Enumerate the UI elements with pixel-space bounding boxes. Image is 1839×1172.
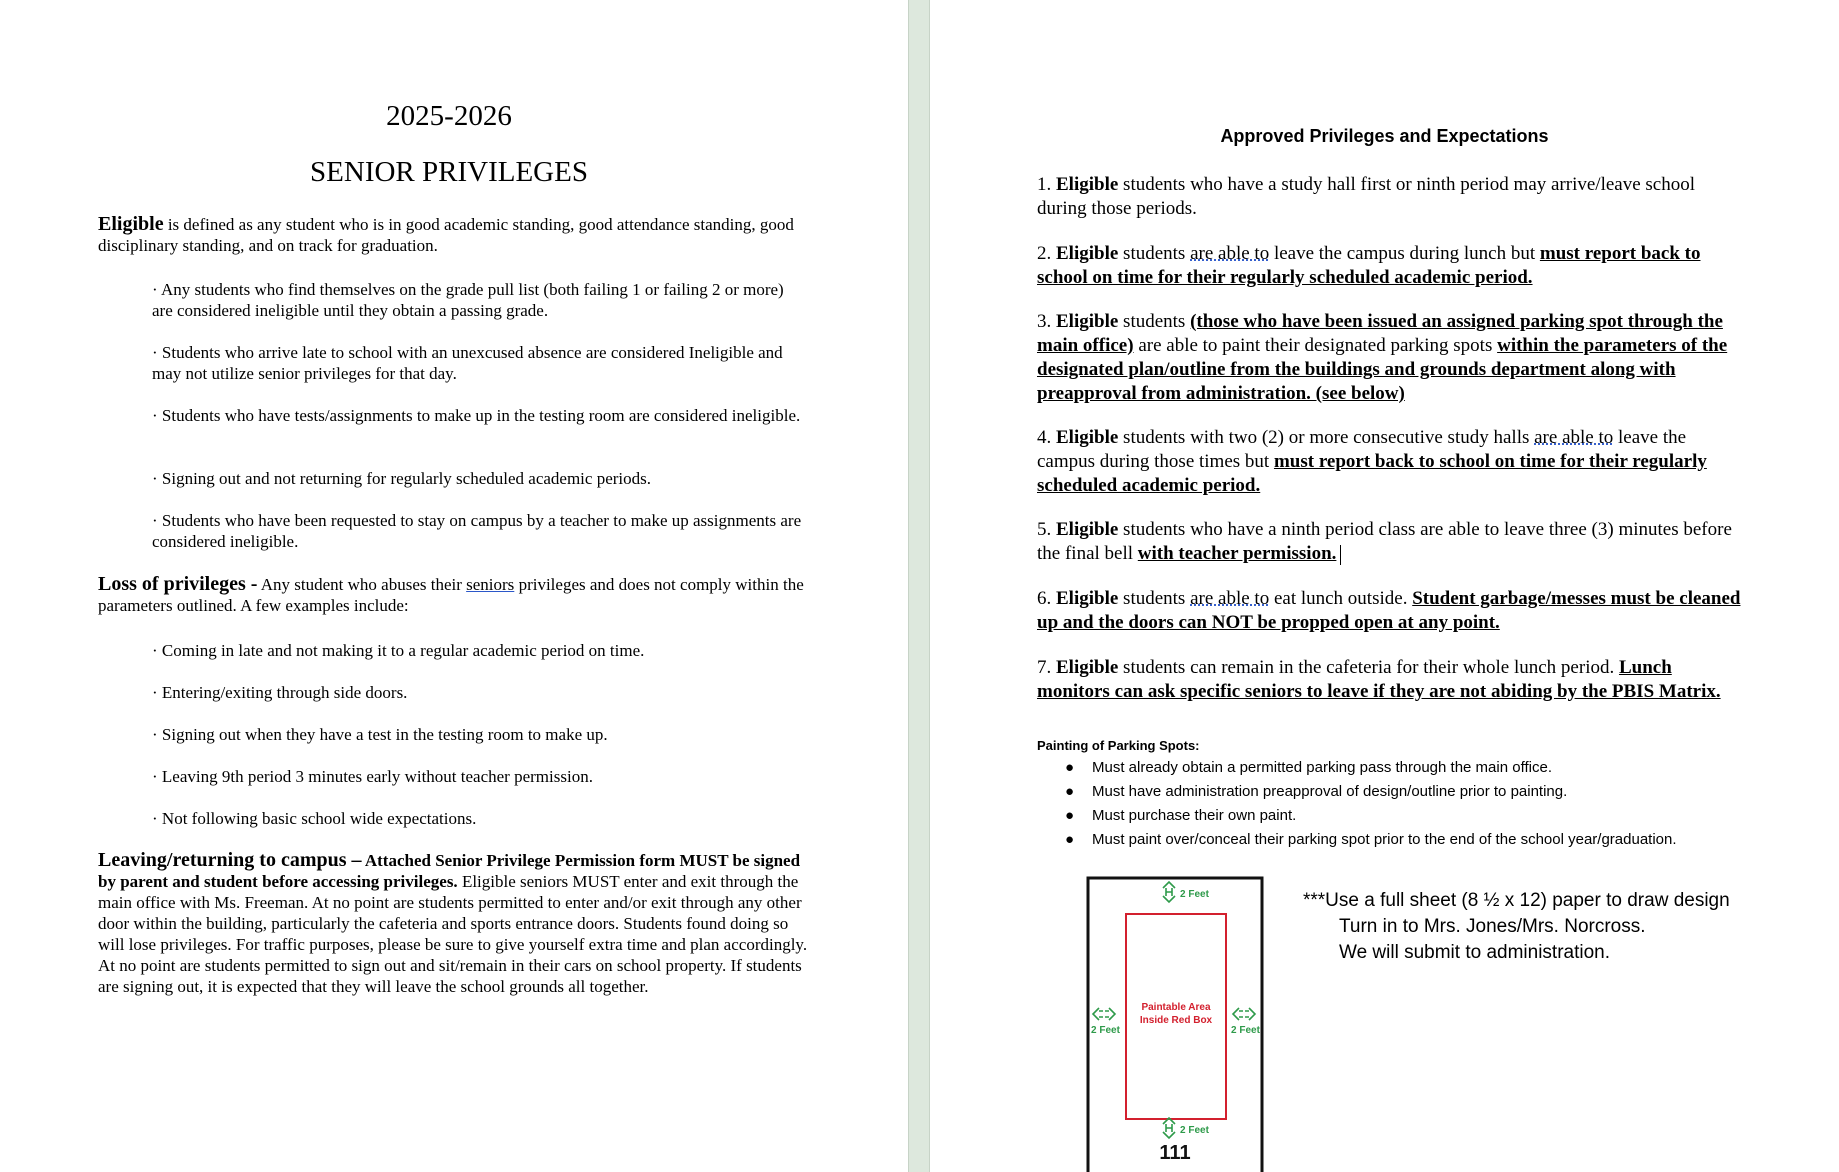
right-feet-label: 2 Feet: [1231, 1025, 1260, 1036]
loss-bullet: · Entering/exiting through side doors.: [152, 683, 408, 702]
left-page: [0, 0, 908, 1172]
top-feet-label: 2 Feet: [1180, 889, 1209, 900]
painting-list: [1037, 756, 1757, 852]
leaving-bold: Attached Senior Privilege Permission form MUST be signed by parent and student before accessing privileges.: [98, 851, 801, 891]
bottom-feet-label: 2 Feet: [1180, 1125, 1209, 1136]
design-note: [1303, 888, 1730, 966]
eligible-bullet: · Students who have been requested to stay on campus by a teacher to make up assignments are considered ineligible.: [152, 511, 802, 551]
painting-heading: Painting of Parking Spots:: [1037, 738, 1200, 753]
leaving-returning-campus: [98, 850, 808, 997]
list-item: ● Must already obtain a permitted parking pass through the main office.: [1065, 759, 1552, 776]
list-item: ● Must paint over/conceal their parking spot prior to the end of the school year/graduation.: [1065, 831, 1677, 848]
note-line: We will submit to administration.: [1339, 942, 1611, 963]
eligible-bullet: · Students who arrive late to school with an unexcused absence are considered Ineligible and may not utilize senior privileges for that day.: [152, 343, 783, 383]
loss-of-privileges: [98, 574, 808, 616]
eligible-definition: [98, 214, 808, 256]
document-title: SENIOR PRIVILEGES: [310, 156, 588, 188]
loss-lead: Loss of privileges -: [98, 573, 258, 595]
privilege-item-2: 2. Eligible students are able to leave the campus during lunch but must report back to school on time for their regularly scheduled academic period.: [1037, 243, 1701, 288]
note-line: Turn in to Mrs. Jones/Mrs. Norcross.: [1339, 916, 1646, 937]
note-line: ***Use a full sheet (8 ½ x 12) paper to draw design: [1303, 890, 1730, 911]
loss-bullet: · Coming in late and not making it to a regular academic period on time.: [152, 641, 645, 660]
loss-bullet: · Not following basic school wide expectations.: [152, 809, 477, 828]
loss-bullet: · Leaving 9th period 3 minutes early without teacher permission.: [152, 767, 593, 786]
eligible-bullet: · Students who have tests/assignments to make up in the testing room are considered ineligible.: [152, 406, 801, 425]
list-item: ● Must purchase their own paint.: [1065, 807, 1297, 824]
right-page: [930, 0, 1839, 1172]
loss-bullet: · Signing out when they have a test in the testing room to make up.: [152, 725, 608, 744]
approved-heading: Approved Privileges and Expectations: [1220, 126, 1549, 146]
loss-text-word: seniors: [466, 575, 515, 594]
privilege-item-6: 6. Eligible students are able to eat lunch outside. Student garbage/messes must be cleaned up and the doors can NOT be propped open at any point.: [1037, 588, 1741, 633]
leaving-text: Eligible seniors MUST enter and exit through the main office with Ms. Freeman. At no point are students permitted to enter and/or exit through any other door within the building, particularly the cafeteria and sports entrance doors. Students found doing so will lose privileges. For traffic purposes, please be sure to give yourself extra time and plan accordingly. At no point are students permitted to sign out and sit/remain in their cars on school property. If students are signing out, it is expected that they will leave the school grounds all together.: [98, 872, 808, 996]
spot-number: 111: [1159, 1142, 1191, 1164]
privilege-item-7: 7. Eligible students can remain in the cafeteria for their whole lunch period. Lunch monitors can ask specific seniors to leave if they are not abiding by the PBIS Matrix.: [1037, 657, 1721, 702]
leaving-lead: Leaving/returning to campus –: [98, 849, 362, 871]
parking-spot-diagram: [1085, 870, 1275, 1172]
page-gutter: [908, 0, 930, 1172]
eligible-bullet: · Signing out and not returning for regularly scheduled academic periods.: [152, 469, 651, 488]
privilege-item-4: 4. Eligible students with two (2) or more consecutive study halls are able to leave the campus during those times but must report back to school on time for their regularly scheduled academic period.: [1037, 427, 1707, 496]
text-cursor: [1340, 545, 1341, 565]
loss-text: Any student who abuses their: [257, 575, 467, 594]
loss-text: privileges and does not comply within the parameters outlined. A few examples include:: [98, 575, 804, 615]
privilege-item-3: 3. Eligible students (those who have been issued an assigned parking spot through the main office) are able to paint their designated parking spots within the parameters of the designated plan/outline from the buildings and grounds department along with preapproval from administration. (see below): [1037, 311, 1728, 404]
eligible-text: is defined as any student who is in good academic standing, good attendance standing, good disciplinary standing, and on track for graduation.: [98, 215, 794, 255]
privilege-item-5: 5. Eligible students who have a ninth period class are able to leave three (3) minutes before the final bell with teacher permission.: [1037, 519, 1732, 564]
left-feet-label: 2 Feet: [1091, 1025, 1120, 1036]
inside-red-box-label: Inside Red Box: [1139, 1015, 1213, 1026]
eligible-lead: Eligible: [98, 213, 164, 235]
eligible-bullet: · Any students who find themselves on the grade pull list (both failing 1 or failing 2 or more) are considered ineligible until they obtain a passing grade.: [152, 280, 784, 320]
document-year: 2025-2026: [386, 100, 512, 132]
paintable-area-label: Paintable Area: [1141, 1002, 1211, 1013]
privilege-item-1: 1. Eligible students who have a study hall first or ninth period may arrive/leave school during those periods.: [1037, 174, 1696, 219]
list-item: ● Must have administration preapproval of design/outline prior to painting.: [1065, 783, 1568, 800]
